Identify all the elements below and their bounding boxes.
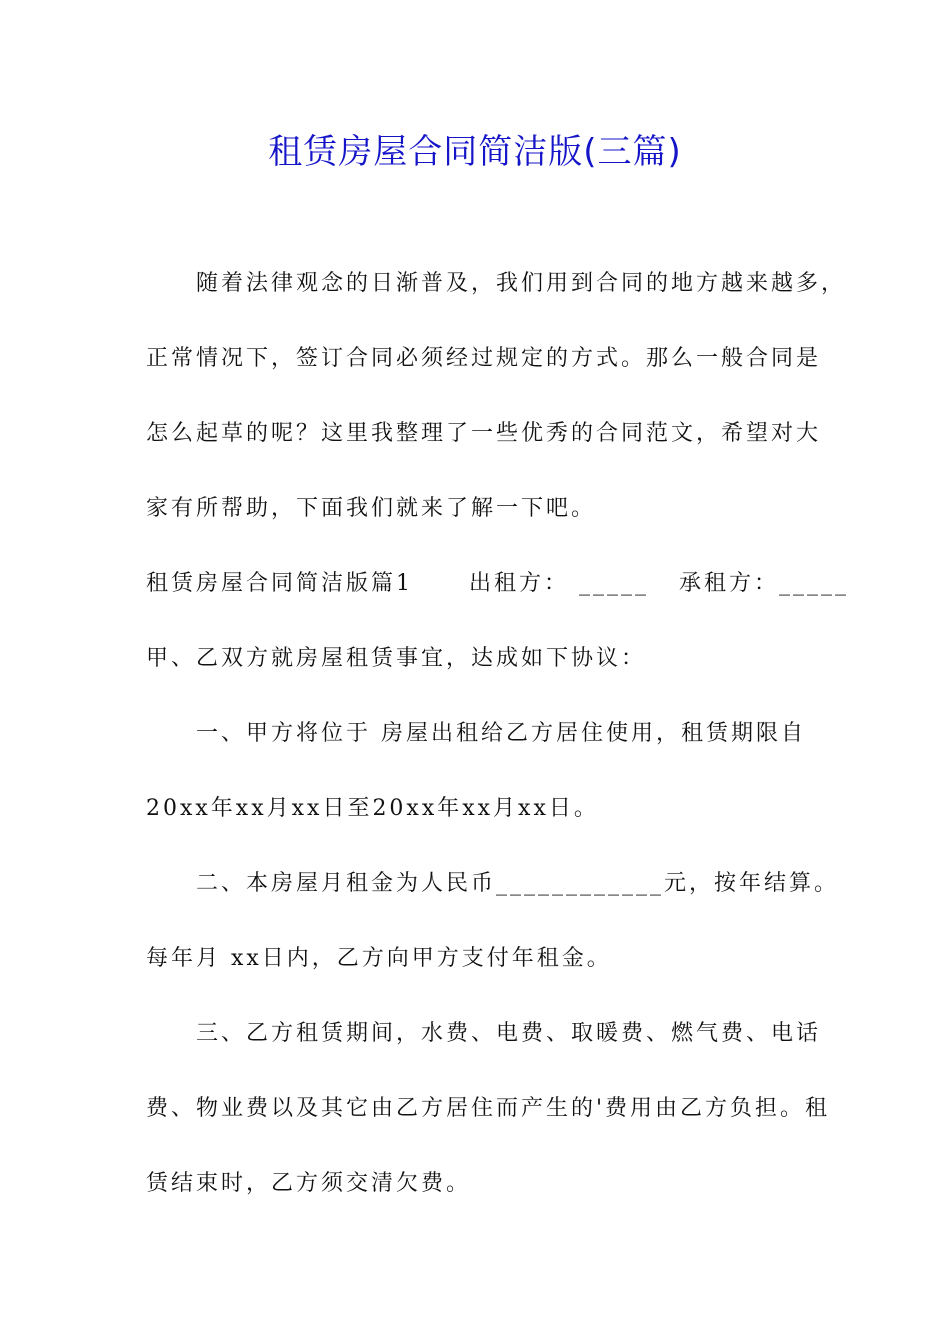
intro-line-2: 正常情况下，签订合同必须经过规定的方式。那么一般合同是 [146, 346, 822, 371]
section-heading: 租赁房屋合同简洁版篇1 [146, 571, 413, 596]
intro-line-1: 随着法律观念的日渐普及，我们用到合同的地方越来越多， [196, 271, 847, 296]
intro-line-3: 怎么起草的呢？这里我整理了一些优秀的合同范文，希望对大 [146, 421, 822, 446]
intro-line-4: 家有所帮助，下面我们就来了解一下吧。 [146, 496, 597, 521]
clause2-line-1: 二、本房屋月租金为人民币____________元，按年结算。 [196, 871, 840, 896]
section-heading-row [146, 568, 849, 600]
clause3-line-2: 费、物业费以及其它由乙方居住而产生的'费用由乙方负担。租 [146, 1096, 831, 1121]
lessee-label: 承租方：_____ [679, 571, 850, 596]
document-title: 租赁房屋合同简洁版(三篇) [268, 132, 682, 172]
clause1-line-1: 一、甲方将位于 房屋出租给乙方居住使用，租赁期限自 [196, 721, 806, 746]
clause2-line-2: 每年月 xx日内，乙方向甲方支付年租金。 [146, 946, 612, 971]
agreement-line: 甲、乙双方就房屋租赁事宜，达成如下协议： [146, 646, 647, 671]
lessor-label: 出租方： _____ [469, 571, 649, 596]
clause3-line-3: 赁结束时，乙方须交清欠费。 [146, 1171, 472, 1196]
clause1-line-2: 20xx年xx月xx日至20xx年xx月xx日。 [146, 796, 599, 821]
clause3-line-1: 三、乙方租赁期间，水费、电费、取暖费、燃气费、电话 [196, 1021, 822, 1046]
